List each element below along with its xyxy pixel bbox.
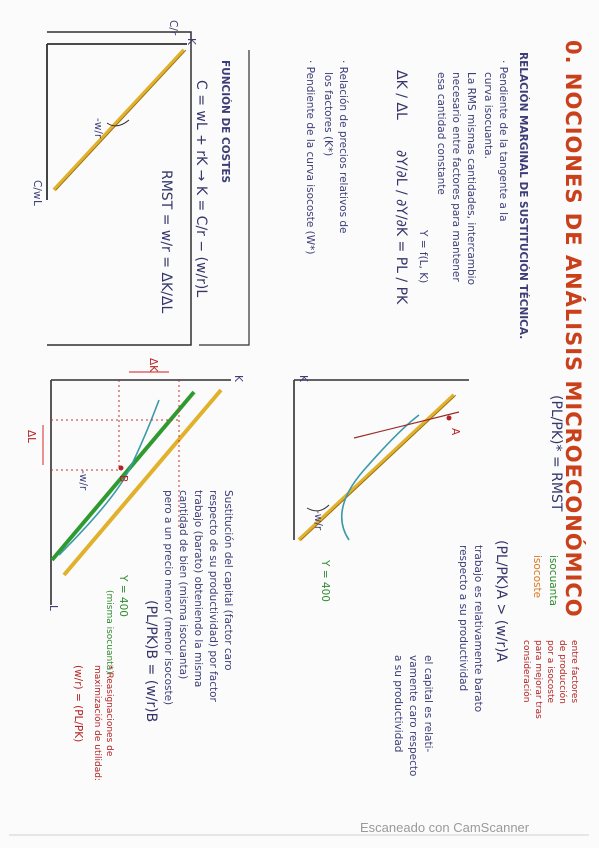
cost-isocoste-edge: [56, 50, 186, 190]
b-delta-l-label: ΔL: [25, 430, 37, 444]
legend-isocuanta: isocuanta: [547, 555, 559, 606]
cost-isocoste-line: [54, 50, 184, 190]
b-point-b: [119, 466, 124, 471]
b-isocuanta-label: Y = 400: [117, 575, 129, 617]
inequality-text5: a su productividad: [392, 655, 404, 753]
tr-slope-label: -w/r: [312, 510, 324, 531]
b-point-b-label: B: [117, 475, 129, 483]
subst-text5: pero a un precio menor (menor isocoste): [162, 490, 174, 706]
cost-intercept-k: C/r: [167, 20, 179, 36]
b-slope-label: -w/r: [77, 470, 89, 491]
b-delta-k-label: ΔK: [147, 358, 159, 373]
legend-note1: entre factores: [569, 640, 579, 704]
tr-point-a: [447, 416, 452, 421]
b-isocuanta-sub: (misma isocuanta): [104, 590, 114, 674]
inequality-text1: trabajo es relativamente barato: [472, 545, 484, 713]
rmst-formula-right: ∂Y/∂L / ∂Y/∂K = PL / PK: [393, 150, 409, 305]
subst-note2: maximización de utilidad:: [92, 665, 102, 781]
tr-tangent: [354, 412, 459, 438]
cost-slope-label: -w/r: [92, 118, 104, 139]
rmst-bullet3: · Pendiente de la curva isocoste (W*): [304, 60, 316, 255]
legend-note2: de producción: [557, 640, 567, 704]
tr-isocuanta-label: Y = 400: [319, 560, 331, 602]
subst-note3: (w/r) = (PL/PK): [72, 665, 84, 743]
cost-intercept-l: C/w: [31, 180, 43, 200]
rmst-bullet1-line1: · Pendiente de la tangente a la: [497, 60, 509, 222]
rmst-bullet1-line3: La RMS mismas cantidades, intercambio: [465, 72, 477, 286]
subst-text1: Sustitución del capital (factor caro: [222, 490, 234, 671]
tr-eq-label: (PL/PK)* = RMST: [548, 395, 564, 512]
legend-note4: para mejorar tras: [533, 640, 543, 719]
subst-text4: cantidad de bien (misma isocuanta): [177, 490, 189, 680]
b-axis-l-label: L: [47, 605, 59, 611]
tr-isocoste-edge: [301, 395, 456, 540]
legend-isocoste: isocoste: [531, 555, 543, 599]
subst-text3: trabajo (barato) obteniendo la misma: [192, 490, 204, 688]
tr-axis-k-label: K: [297, 375, 309, 382]
subst-note1: * Reasignaciones de: [104, 665, 114, 757]
inequality-text2: respecto a su productividad: [457, 545, 469, 692]
legend-note3: por a isocoste: [545, 640, 555, 704]
scanner-watermark: Escaneado con CamScanner: [360, 820, 530, 835]
inequality-text4: vamente caro respecto: [407, 655, 419, 777]
rmst-bullet2b: los factores (K*): [322, 72, 334, 157]
rmst-formula-note: Y = f(L, K): [417, 230, 429, 284]
rmst-formula-left: ΔK / ΔL: [393, 70, 409, 120]
page-title: 0. NOCIONES DE ANÁLISIS MICROECONÓMICO: [561, 40, 585, 618]
inequality-expr: (PL/PK)A > (w/r)A: [493, 540, 509, 663]
rmst-bullet1-line5: esa cantidad constante: [435, 72, 447, 195]
legend-note5: consideración: [521, 640, 531, 703]
tr-isocuanta: [342, 415, 419, 540]
subst-eq: (PL/PK)B = (w/r)B: [143, 600, 159, 723]
rmst-bullet1-line2: curva isocuanta.: [482, 72, 494, 159]
cost-axis-k-label: K: [185, 38, 197, 45]
rmst-bullet2: · Relación de precios relativos de: [337, 60, 349, 234]
rmst-heading: RELACIÓN MARGINAL DE SUSTITUCIÓN TÉCNICA.: [517, 52, 529, 340]
cost-eq2: RMST = w/r = ΔK/ΔL: [158, 170, 174, 314]
rmst-bullet1-line4: necesario entre factores para mantener: [450, 72, 462, 282]
cost-axis-l-label: L: [31, 200, 43, 206]
cost-eq1: C = wL + rK → K = C/r − (w/r)L: [193, 80, 209, 298]
tr-point-label: A: [449, 428, 461, 436]
subst-text2: respecto de su productividad) por factor: [207, 490, 219, 702]
cost-heading: FUNCIÓN DE COSTES: [219, 60, 231, 184]
b-axis-k-label: K: [232, 375, 244, 382]
inequality-text3: el capital es relati-: [422, 655, 434, 753]
